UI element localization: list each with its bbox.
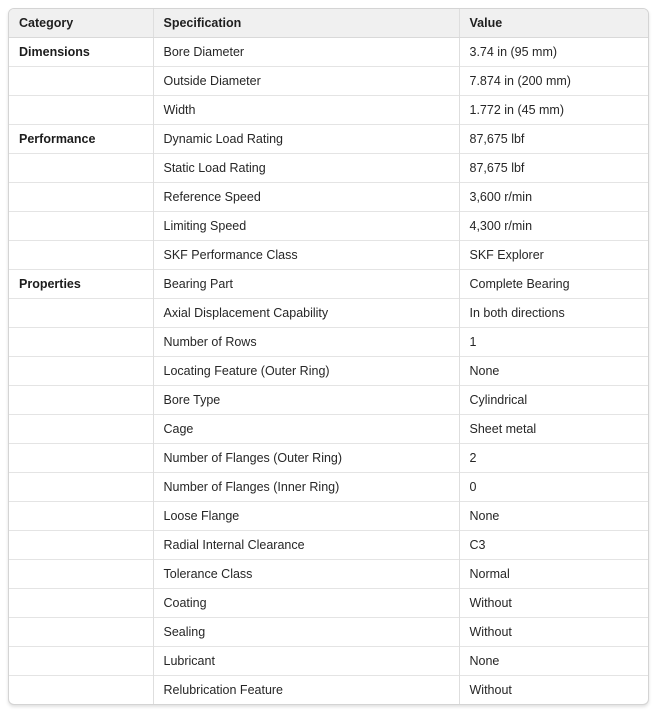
- cell-specification: Number of Rows: [153, 328, 459, 357]
- table-row: [9, 386, 649, 415]
- cell-value: None: [459, 357, 649, 386]
- cell-specification: Sealing: [153, 618, 459, 647]
- cell-value: In both directions: [459, 299, 649, 328]
- table-row: [9, 531, 649, 560]
- table-row: [9, 125, 649, 154]
- cell-value: 1: [459, 328, 649, 357]
- cell-value: None: [459, 502, 649, 531]
- cell-specification: Number of Flanges (Outer Ring): [153, 444, 459, 473]
- column-header-value: Value: [459, 9, 649, 38]
- cell-specification: Relubrication Feature: [153, 676, 459, 705]
- cell-category: [9, 647, 153, 676]
- cell-category: [9, 183, 153, 212]
- cell-value: 1.772 in (45 mm): [459, 96, 649, 125]
- table-row: [9, 154, 649, 183]
- cell-category: [9, 96, 153, 125]
- cell-value: Cylindrical: [459, 386, 649, 415]
- cell-specification: Number of Flanges (Inner Ring): [153, 473, 459, 502]
- cell-category: [9, 154, 153, 183]
- cell-value: Without: [459, 589, 649, 618]
- cell-value: 7.874 in (200 mm): [459, 67, 649, 96]
- spec-table: [9, 9, 649, 704]
- cell-category: [9, 357, 153, 386]
- table-row: [9, 299, 649, 328]
- cell-value: Complete Bearing: [459, 270, 649, 299]
- cell-category: Dimensions: [19, 45, 90, 59]
- table-row: [9, 473, 649, 502]
- cell-value: 87,675 lbf: [459, 154, 649, 183]
- table-row: [9, 676, 649, 705]
- cell-value: 87,675 lbf: [459, 125, 649, 154]
- table-row: [9, 357, 649, 386]
- table-row: [9, 502, 649, 531]
- table-header: [9, 9, 649, 38]
- cell-specification: Axial Displacement Capability: [153, 299, 459, 328]
- column-header-category: Category: [9, 9, 153, 38]
- table-row: [9, 444, 649, 473]
- table-row: [9, 328, 649, 357]
- cell-specification: Locating Feature (Outer Ring): [153, 357, 459, 386]
- table-row: [9, 589, 649, 618]
- cell-value: SKF Explorer: [459, 241, 649, 270]
- spec-table-card: [8, 8, 649, 705]
- cell-category: [9, 473, 153, 502]
- cell-category: [9, 212, 153, 241]
- cell-category: [9, 618, 153, 647]
- cell-category: [9, 386, 153, 415]
- cell-specification: Dynamic Load Rating: [153, 125, 459, 154]
- table-row: [9, 38, 649, 67]
- cell-value: 3,600 r/min: [459, 183, 649, 212]
- cell-category: Performance: [9, 125, 153, 154]
- table-row: [9, 241, 649, 270]
- table-row: [9, 212, 649, 241]
- cell-specification: Bore Diameter: [153, 38, 459, 67]
- cell-specification: Reference Speed: [153, 183, 459, 212]
- cell-category: [9, 589, 153, 618]
- cell-specification: Static Load Rating: [153, 154, 459, 183]
- cell-value: None: [459, 647, 649, 676]
- cell-specification: Coating: [153, 589, 459, 618]
- cell-value: 2: [459, 444, 649, 473]
- cell-specification: SKF Performance Class: [153, 241, 459, 270]
- cell-value: Without: [459, 618, 649, 647]
- cell-category: [9, 676, 153, 705]
- cell-specification: Cage: [153, 415, 459, 444]
- cell-specification: Lubricant: [153, 647, 459, 676]
- cell-category: [9, 560, 153, 589]
- cell-specification: Bore Type: [153, 386, 459, 415]
- table-row: [9, 96, 649, 125]
- cell-category: [9, 67, 153, 96]
- cell-value: C3: [459, 531, 649, 560]
- cell-category: [9, 328, 153, 357]
- cell-value: 4,300 r/min: [459, 212, 649, 241]
- header-row: [9, 9, 649, 38]
- table-row: [9, 415, 649, 444]
- cell-value: 0: [459, 473, 649, 502]
- table-row: [9, 67, 649, 96]
- cell-category: [9, 444, 153, 473]
- cell-specification: Loose Flange: [153, 502, 459, 531]
- cell-value: Normal: [459, 560, 649, 589]
- cell-category: [9, 502, 153, 531]
- cell-specification: Limiting Speed: [153, 212, 459, 241]
- cell-value: Without: [459, 676, 649, 705]
- cell-value: 3.74 in (95 mm): [459, 38, 649, 67]
- table-row: [9, 183, 649, 212]
- cell-value: Sheet metal: [459, 415, 649, 444]
- cell-specification: Bearing Part: [153, 270, 459, 299]
- cell-category: [9, 415, 153, 444]
- cell-category: [9, 299, 153, 328]
- cell-category: Properties: [9, 270, 153, 299]
- column-header-specification: Specification: [153, 9, 459, 38]
- cell-specification: Radial Internal Clearance: [153, 531, 459, 560]
- table-body: [9, 38, 649, 705]
- table-row: [9, 647, 649, 676]
- cell-category: [9, 241, 153, 270]
- cell-specification: Width: [153, 96, 459, 125]
- cell-category: [9, 531, 153, 560]
- table-row: [9, 270, 649, 299]
- table-row: [9, 618, 649, 647]
- cell-specification: Tolerance Class: [153, 560, 459, 589]
- cell-specification: Outside Diameter: [153, 67, 459, 96]
- table-row: [9, 560, 649, 589]
